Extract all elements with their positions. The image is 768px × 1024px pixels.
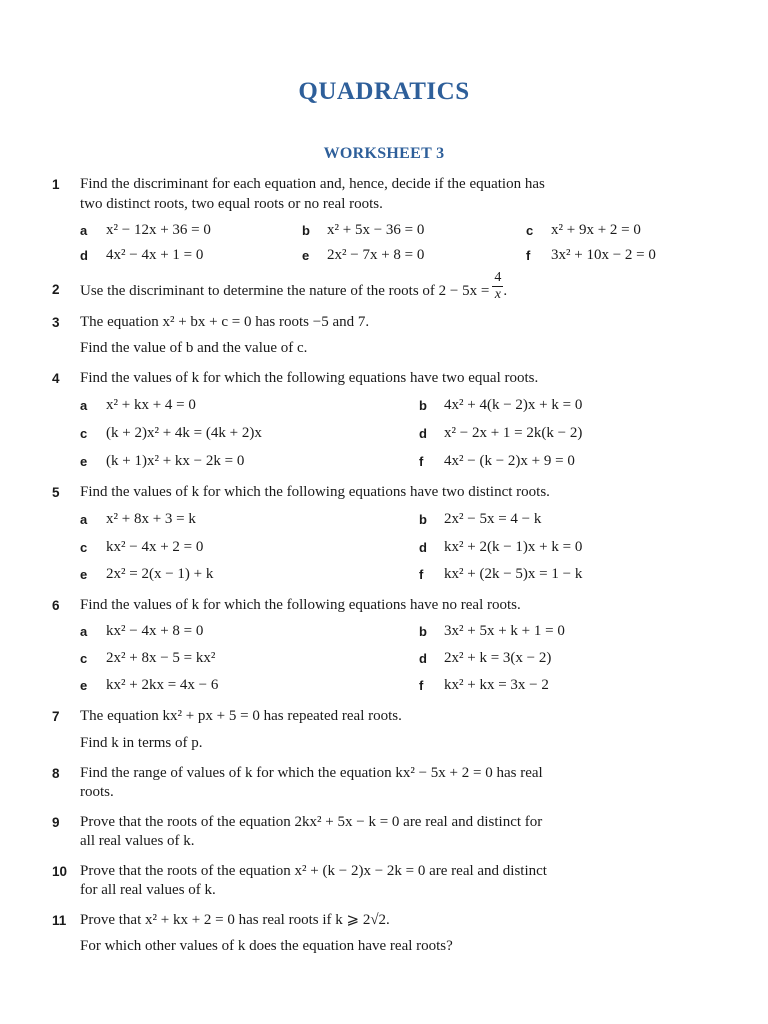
part-label: c — [526, 223, 534, 238]
question-text: Find the values of k for which the following equations have two distinct roots. — [80, 484, 550, 500]
question-text: The equation x² + bx + c = 0 has roots −5 and 7. — [80, 314, 370, 330]
question-number: 11 — [52, 913, 67, 928]
part-equation: x² + 8x + 3 = k — [106, 511, 196, 527]
part-equation: 2x² + 8x − 5 = kx² — [106, 650, 216, 666]
question-number: 5 — [52, 485, 60, 500]
question-text: Find the value of b and the value of c. — [80, 340, 308, 356]
part-equation: (k + 1)x² + kx − 2k = 0 — [106, 453, 245, 469]
part-label: d — [419, 426, 427, 441]
part-label: e — [80, 567, 88, 582]
part-label: a — [80, 512, 88, 527]
fraction — [492, 270, 503, 303]
part-equation: kx² + 2kx = 4x − 6 — [106, 677, 219, 693]
part-label: b — [419, 624, 427, 639]
question-text: Find the values of k for which the following equations have no real roots. — [80, 597, 521, 613]
part-equation: x² + kx + 4 = 0 — [106, 397, 196, 413]
question-number: 3 — [52, 315, 60, 330]
part-label: f — [526, 248, 531, 263]
part-label: c — [80, 540, 88, 555]
part-label: d — [419, 540, 427, 555]
page-title: QUADRATICS — [298, 78, 470, 105]
part-label: f — [419, 567, 424, 582]
part-equation: kx² + (2k − 5)x = 1 − k — [444, 566, 583, 582]
part-label: f — [419, 454, 424, 469]
question-text-body: Use the discriminant to determine the nature of the roots of 2 − 5x = — [80, 282, 490, 299]
question-text: Find the range of values of k for which the equation kx² − 5x + 2 = 0 has real — [80, 765, 543, 781]
part-equation: x² + 5x − 36 = 0 — [327, 222, 425, 238]
question-text: for all real values of k. — [80, 882, 216, 898]
question-text — [80, 270, 508, 303]
part-label: d — [80, 248, 88, 263]
part-label: b — [419, 398, 427, 413]
part-equation: kx² + 2(k − 1)x + k = 0 — [444, 539, 583, 555]
part-label: e — [80, 454, 88, 469]
worksheet-subtitle: WORKSHEET 3 — [323, 145, 445, 162]
part-equation: x² − 2x + 1 = 2k(k − 2) — [444, 425, 583, 441]
part-label: b — [419, 512, 427, 527]
part-equation: 3x² + 10x − 2 = 0 — [551, 247, 656, 263]
part-equation: 3x² + 5x + k + 1 = 0 — [444, 623, 565, 639]
part-label: c — [80, 651, 88, 666]
part-equation: 2x² − 7x + 8 = 0 — [327, 247, 425, 263]
part-equation: x² + 9x + 2 = 0 — [551, 222, 641, 238]
question-number: 4 — [52, 371, 60, 386]
part-equation: x² − 12x + 36 = 0 — [106, 222, 211, 238]
question-number: 8 — [52, 766, 60, 781]
part-equation: (k + 2)x² + 4k = (4k + 2)x — [106, 425, 262, 441]
question-number: 7 — [52, 709, 60, 724]
fraction-denominator: x — [494, 287, 501, 302]
question-text: Prove that the roots of the equation x² + (k − 2)x − 2k = 0 are real and distinct — [80, 863, 547, 879]
question-text: Find the discriminant for each equation and, hence, decide if the equation has — [80, 176, 545, 192]
part-equation: 2x² − 5x = 4 − k — [444, 511, 542, 527]
question-text: Find the values of k for which the following equations have two equal roots. — [80, 370, 539, 386]
part-label: c — [80, 426, 88, 441]
question-number: 9 — [52, 815, 60, 830]
question-text: Find k in terms of p. — [80, 735, 203, 751]
question-text: Prove that x² + kx + 2 = 0 has real roots if k ⩾ 2√2. — [80, 912, 390, 928]
part-label: e — [80, 678, 88, 693]
part-equation: kx² − 4x + 2 = 0 — [106, 539, 204, 555]
fraction-numerator: 4 — [494, 270, 502, 285]
question-text: all real values of k. — [80, 833, 195, 849]
part-label: b — [302, 223, 310, 238]
question-text: Prove that the roots of the equation 2kx² + 5x − k = 0 are real and distinct for — [80, 814, 543, 830]
part-equation: 4x² − 4x + 1 = 0 — [106, 247, 204, 263]
part-label: e — [302, 248, 310, 263]
question-text: two distinct roots, two equal roots or no real roots. — [80, 196, 383, 212]
part-label: f — [419, 678, 424, 693]
part-equation: 4x² + 4(k − 2)x + k = 0 — [444, 397, 583, 413]
part-equation: kx² − 4x + 8 = 0 — [106, 623, 204, 639]
part-equation: 4x² − (k − 2)x + 9 = 0 — [444, 453, 575, 469]
question-text-tail: . — [503, 282, 508, 299]
question-number: 1 — [52, 177, 60, 192]
question-number: 6 — [52, 598, 60, 613]
part-equation: kx² + kx = 3x − 2 — [444, 677, 549, 693]
part-equation: 2x² = 2(x − 1) + k — [106, 566, 214, 582]
question-number: 2 — [52, 282, 60, 297]
question-text: For which other values of k does the equation have real roots? — [80, 938, 453, 954]
question-text: roots. — [80, 784, 114, 800]
part-label: a — [80, 223, 88, 238]
part-equation: 2x² + k = 3(x − 2) — [444, 650, 552, 666]
part-label: d — [419, 651, 427, 666]
question-text: The equation kx² + px + 5 = 0 has repeated real roots. — [80, 708, 402, 724]
part-label: a — [80, 624, 88, 639]
question-number: 10 — [52, 864, 68, 879]
part-label: a — [80, 398, 88, 413]
